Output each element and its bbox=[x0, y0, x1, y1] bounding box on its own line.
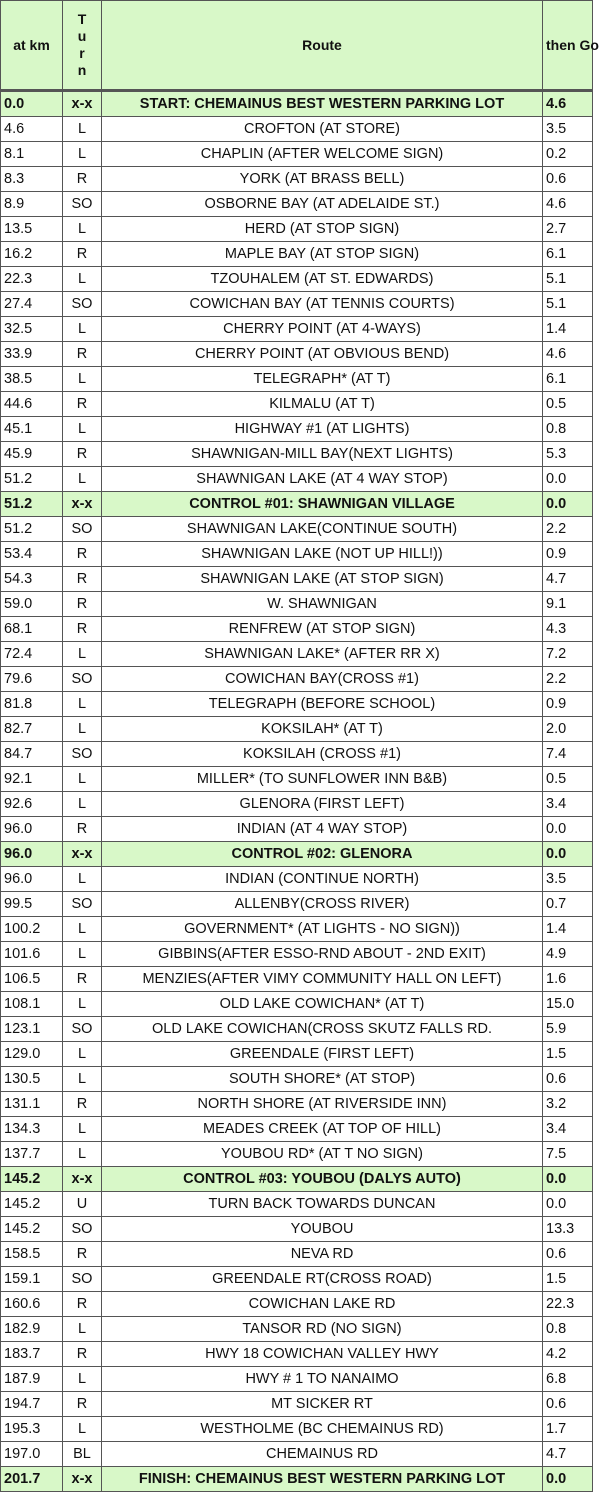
cue-row bbox=[1, 567, 593, 592]
cue-row bbox=[1, 617, 593, 642]
cue-route: YORK (AT BRASS BELL) bbox=[102, 167, 543, 192]
header-row bbox=[1, 1, 593, 91]
cue-then-go: 1.6 bbox=[543, 967, 593, 992]
cue-km: 106.5 bbox=[1, 967, 63, 992]
cue-turn: R bbox=[63, 967, 102, 992]
control-row bbox=[1, 842, 593, 867]
table-header bbox=[1, 1, 599, 91]
cue-route: SHAWNIGAN LAKE (AT STOP SIGN) bbox=[102, 567, 543, 592]
cue-route: TELEGRAPH (BEFORE SCHOOL) bbox=[102, 692, 543, 717]
cue-row bbox=[1, 667, 593, 692]
cue-turn: R bbox=[63, 442, 102, 467]
cue-turn: L bbox=[63, 917, 102, 942]
cue-route: CHERRY POINT (AT 4-WAYS) bbox=[102, 317, 543, 342]
cue-km: 129.0 bbox=[1, 1042, 63, 1067]
cue-then-go: 1.4 bbox=[543, 917, 593, 942]
cue-turn: x-x bbox=[63, 1167, 102, 1192]
cue-then-go: 4.7 bbox=[543, 1442, 593, 1467]
cue-row bbox=[1, 392, 593, 417]
cue-km: 38.5 bbox=[1, 367, 63, 392]
route-body bbox=[1, 91, 593, 1492]
cue-route: INDIAN (AT 4 WAY STOP) bbox=[102, 817, 543, 842]
cue-km: 160.6 bbox=[1, 1292, 63, 1317]
cue-turn: R bbox=[63, 617, 102, 642]
header-at-km: at km bbox=[1, 1, 63, 91]
cue-route: GLENORA (FIRST LEFT) bbox=[102, 792, 543, 817]
cue-turn: R bbox=[63, 342, 102, 367]
cue-route: MENZIES(AFTER VIMY COMMUNITY HALL ON LEFT) bbox=[102, 967, 543, 992]
cue-then-go: 2.2 bbox=[543, 667, 593, 692]
cue-km: 8.1 bbox=[1, 142, 63, 167]
cue-then-go: 0.0 bbox=[543, 1192, 593, 1217]
cue-km: 145.2 bbox=[1, 1167, 63, 1192]
cue-km: 8.9 bbox=[1, 192, 63, 217]
cue-row bbox=[1, 817, 593, 842]
cue-km: 131.1 bbox=[1, 1092, 63, 1117]
cue-turn: L bbox=[63, 1317, 102, 1342]
cue-turn: L bbox=[63, 717, 102, 742]
cue-km: 81.8 bbox=[1, 692, 63, 717]
cue-km: 145.2 bbox=[1, 1192, 63, 1217]
cue-route: GOVERNMENT* (AT LIGHTS - NO SIGN)) bbox=[102, 917, 543, 942]
cue-route: OSBORNE BAY (AT ADELAIDE ST.) bbox=[102, 192, 543, 217]
cue-row bbox=[1, 1042, 593, 1067]
cue-route: SHAWNIGAN LAKE (AT 4 WAY STOP) bbox=[102, 467, 543, 492]
cue-route: KOKSILAH (CROSS #1) bbox=[102, 742, 543, 767]
cue-route: COWICHAN BAY(CROSS #1) bbox=[102, 667, 543, 692]
cue-turn: R bbox=[63, 592, 102, 617]
cue-row bbox=[1, 892, 593, 917]
cue-then-go: 3.4 bbox=[543, 792, 593, 817]
cue-then-go: 0.0 bbox=[543, 492, 593, 517]
header-turn-letter: r bbox=[79, 45, 85, 61]
cue-km: 51.2 bbox=[1, 492, 63, 517]
cue-km: 108.1 bbox=[1, 992, 63, 1017]
cue-then-go: 5.1 bbox=[543, 292, 593, 317]
cue-turn: L bbox=[63, 692, 102, 717]
cue-km: 96.0 bbox=[1, 817, 63, 842]
cue-turn: R bbox=[63, 1242, 102, 1267]
cue-then-go: 22.3 bbox=[543, 1292, 593, 1317]
cue-row bbox=[1, 1217, 593, 1242]
cue-route: CONTROL #03: YOUBOU (DALYS AUTO) bbox=[102, 1167, 543, 1192]
cue-route: W. SHAWNIGAN bbox=[102, 592, 543, 617]
cue-then-go: 6.1 bbox=[543, 242, 593, 267]
cue-turn: L bbox=[63, 867, 102, 892]
cue-row bbox=[1, 642, 593, 667]
cue-then-go: 4.6 bbox=[543, 192, 593, 217]
cue-route: HERD (AT STOP SIGN) bbox=[102, 217, 543, 242]
cue-route: KOKSILAH* (AT T) bbox=[102, 717, 543, 742]
cue-row bbox=[1, 1342, 593, 1367]
cue-turn: L bbox=[63, 1417, 102, 1442]
cue-row bbox=[1, 792, 593, 817]
cue-km: 0.0 bbox=[1, 91, 63, 117]
cue-route: HWY # 1 TO NANAIMO bbox=[102, 1367, 543, 1392]
cue-row bbox=[1, 1067, 593, 1092]
cue-km: 183.7 bbox=[1, 1342, 63, 1367]
cue-then-go: 6.8 bbox=[543, 1367, 593, 1392]
cue-turn: x-x bbox=[63, 91, 102, 117]
cue-then-go: 1.5 bbox=[543, 1042, 593, 1067]
cue-row bbox=[1, 1242, 593, 1267]
cue-km: 96.0 bbox=[1, 842, 63, 867]
cue-then-go: 0.0 bbox=[543, 1467, 593, 1492]
cue-then-go: 0.9 bbox=[543, 542, 593, 567]
cue-route: TZOUHALEM (AT ST. EDWARDS) bbox=[102, 267, 543, 292]
cue-turn: SO bbox=[63, 192, 102, 217]
cue-row bbox=[1, 767, 593, 792]
cue-then-go: 0.0 bbox=[543, 1167, 593, 1192]
cue-turn: BL bbox=[63, 1442, 102, 1467]
cue-route: START: CHEMAINUS BEST WESTERN PARKING LOT bbox=[102, 91, 543, 117]
cue-route: CHERRY POINT (AT OBVIOUS BEND) bbox=[102, 342, 543, 367]
cue-turn: L bbox=[63, 367, 102, 392]
cue-then-go: 0.0 bbox=[543, 467, 593, 492]
cue-km: 194.7 bbox=[1, 1392, 63, 1417]
cue-turn: L bbox=[63, 217, 102, 242]
control-row bbox=[1, 91, 593, 117]
cue-km: 51.2 bbox=[1, 467, 63, 492]
cue-route: CROFTON (AT STORE) bbox=[102, 117, 543, 142]
cue-km: 195.3 bbox=[1, 1417, 63, 1442]
cue-route: INDIAN (CONTINUE NORTH) bbox=[102, 867, 543, 892]
cue-route: CONTROL #01: SHAWNIGAN VILLAGE bbox=[102, 492, 543, 517]
cue-km: 182.9 bbox=[1, 1317, 63, 1342]
cue-km: 44.6 bbox=[1, 392, 63, 417]
cue-row bbox=[1, 317, 593, 342]
cue-then-go: 0.6 bbox=[543, 1392, 593, 1417]
cue-then-go: 0.0 bbox=[543, 842, 593, 867]
cue-row bbox=[1, 1142, 593, 1167]
cue-row bbox=[1, 242, 593, 267]
cue-row bbox=[1, 1117, 593, 1142]
cue-row bbox=[1, 1367, 593, 1392]
cue-then-go: 2.0 bbox=[543, 717, 593, 742]
cue-then-go: 6.1 bbox=[543, 367, 593, 392]
cue-km: 96.0 bbox=[1, 867, 63, 892]
cue-route: WESTHOLME (BC CHEMAINUS RD) bbox=[102, 1417, 543, 1442]
cue-km: 92.6 bbox=[1, 792, 63, 817]
cue-turn: R bbox=[63, 242, 102, 267]
cue-km: 92.1 bbox=[1, 767, 63, 792]
cue-route: COWICHAN BAY (AT TENNIS COURTS) bbox=[102, 292, 543, 317]
header-route: Route bbox=[102, 1, 543, 91]
cue-row bbox=[1, 692, 593, 717]
cue-then-go: 4.6 bbox=[543, 342, 593, 367]
header-turn-letter: T bbox=[77, 11, 87, 27]
cue-row bbox=[1, 542, 593, 567]
cue-turn: L bbox=[63, 417, 102, 442]
cue-then-go: 7.5 bbox=[543, 1142, 593, 1167]
cue-then-go: 1.5 bbox=[543, 1267, 593, 1292]
cue-row bbox=[1, 742, 593, 767]
cue-row bbox=[1, 467, 593, 492]
header-turn-letter: u bbox=[77, 28, 87, 44]
cue-turn: R bbox=[63, 392, 102, 417]
cue-km: 72.4 bbox=[1, 642, 63, 667]
cue-then-go: 0.6 bbox=[543, 1242, 593, 1267]
cue-row bbox=[1, 1317, 593, 1342]
cue-route: SHAWNIGAN-MILL BAY(NEXT LIGHTS) bbox=[102, 442, 543, 467]
cue-turn: L bbox=[63, 1142, 102, 1167]
cue-turn: L bbox=[63, 142, 102, 167]
cue-km: 134.3 bbox=[1, 1117, 63, 1142]
cue-row bbox=[1, 917, 593, 942]
cue-then-go: 1.4 bbox=[543, 317, 593, 342]
cue-route: GREENDALE (FIRST LEFT) bbox=[102, 1042, 543, 1067]
cue-route: GIBBINS(AFTER ESSO-RND ABOUT - 2ND EXIT) bbox=[102, 942, 543, 967]
cue-row bbox=[1, 967, 593, 992]
cue-route: TELEGRAPH* (AT T) bbox=[102, 367, 543, 392]
cue-turn: L bbox=[63, 767, 102, 792]
control-row bbox=[1, 1467, 593, 1492]
cue-turn: SO bbox=[63, 292, 102, 317]
cue-turn: SO bbox=[63, 1217, 102, 1242]
cue-row bbox=[1, 717, 593, 742]
cue-turn: R bbox=[63, 1342, 102, 1367]
cue-then-go: 5.9 bbox=[543, 1017, 593, 1042]
cue-km: 32.5 bbox=[1, 317, 63, 342]
cue-row bbox=[1, 992, 593, 1017]
cue-km: 130.5 bbox=[1, 1067, 63, 1092]
cue-km: 59.0 bbox=[1, 592, 63, 617]
cue-km: 27.4 bbox=[1, 292, 63, 317]
cue-then-go: 15.0 bbox=[543, 992, 593, 1017]
cue-turn: R bbox=[63, 1292, 102, 1317]
cue-km: 137.7 bbox=[1, 1142, 63, 1167]
cue-then-go: 7.2 bbox=[543, 642, 593, 667]
cue-route: YOUBOU RD* (AT T NO SIGN) bbox=[102, 1142, 543, 1167]
cue-km: 84.7 bbox=[1, 742, 63, 767]
cue-km: 100.2 bbox=[1, 917, 63, 942]
cue-then-go: 5.1 bbox=[543, 267, 593, 292]
header-then-go: then Go bbox=[543, 1, 593, 91]
cue-then-go: 4.7 bbox=[543, 567, 593, 592]
cue-route: SOUTH SHORE* (AT STOP) bbox=[102, 1067, 543, 1092]
cue-route: SHAWNIGAN LAKE (NOT UP HILL!)) bbox=[102, 542, 543, 567]
cue-then-go: 0.0 bbox=[543, 817, 593, 842]
cue-route: SHAWNIGAN LAKE* (AFTER RR X) bbox=[102, 642, 543, 667]
cue-km: 187.9 bbox=[1, 1367, 63, 1392]
cue-turn: R bbox=[63, 167, 102, 192]
cue-turn: SO bbox=[63, 667, 102, 692]
cue-turn: L bbox=[63, 1117, 102, 1142]
cue-then-go: 9.1 bbox=[543, 592, 593, 617]
cue-route: RENFREW (AT STOP SIGN) bbox=[102, 617, 543, 642]
cue-then-go: 3.2 bbox=[543, 1092, 593, 1117]
cue-row bbox=[1, 117, 593, 142]
cue-turn: SO bbox=[63, 1017, 102, 1042]
cue-then-go: 0.7 bbox=[543, 892, 593, 917]
cue-route: CONTROL #02: GLENORA bbox=[102, 842, 543, 867]
cue-km: 145.2 bbox=[1, 1217, 63, 1242]
cue-then-go: 4.9 bbox=[543, 942, 593, 967]
cue-route: OLD LAKE COWICHAN(CROSS SKUTZ FALLS RD. bbox=[102, 1017, 543, 1042]
cue-km: 45.1 bbox=[1, 417, 63, 442]
cue-then-go: 13.3 bbox=[543, 1217, 593, 1242]
cue-turn: L bbox=[63, 792, 102, 817]
cue-then-go: 5.3 bbox=[543, 442, 593, 467]
cue-route: HIGHWAY #1 (AT LIGHTS) bbox=[102, 417, 543, 442]
cue-turn: L bbox=[63, 992, 102, 1017]
cue-row bbox=[1, 867, 593, 892]
cue-row bbox=[1, 592, 593, 617]
cue-row bbox=[1, 292, 593, 317]
cue-km: 13.5 bbox=[1, 217, 63, 242]
cue-turn: L bbox=[63, 267, 102, 292]
cue-turn: R bbox=[63, 542, 102, 567]
cue-turn: x-x bbox=[63, 842, 102, 867]
header-turn-letter: n bbox=[77, 62, 87, 78]
cue-route: HWY 18 COWICHAN VALLEY HWY bbox=[102, 1342, 543, 1367]
cue-row bbox=[1, 1292, 593, 1317]
cue-row bbox=[1, 1192, 593, 1217]
cue-turn: L bbox=[63, 317, 102, 342]
cue-turn: U bbox=[63, 1192, 102, 1217]
cue-km: 45.9 bbox=[1, 442, 63, 467]
cue-row bbox=[1, 167, 593, 192]
cue-then-go: 0.8 bbox=[543, 1317, 593, 1342]
cue-km: 33.9 bbox=[1, 342, 63, 367]
cue-turn: R bbox=[63, 1092, 102, 1117]
cue-route: COWICHAN LAKE RD bbox=[102, 1292, 543, 1317]
cue-turn: L bbox=[63, 942, 102, 967]
cue-km: 197.0 bbox=[1, 1442, 63, 1467]
cue-then-go: 7.4 bbox=[543, 742, 593, 767]
cue-turn: L bbox=[63, 1067, 102, 1092]
cue-row bbox=[1, 517, 593, 542]
cue-turn: R bbox=[63, 1392, 102, 1417]
cue-then-go: 1.7 bbox=[543, 1417, 593, 1442]
cue-turn: L bbox=[63, 117, 102, 142]
cue-route: FINISH: CHEMAINUS BEST WESTERN PARKING LOT bbox=[102, 1467, 543, 1492]
cue-then-go: 3.5 bbox=[543, 867, 593, 892]
cue-turn: L bbox=[63, 1367, 102, 1392]
cue-row bbox=[1, 342, 593, 367]
cue-turn: SO bbox=[63, 517, 102, 542]
cue-route: MT SICKER RT bbox=[102, 1392, 543, 1417]
cue-route: MILLER* (TO SUNFLOWER INN B&B) bbox=[102, 767, 543, 792]
cue-km: 82.7 bbox=[1, 717, 63, 742]
cue-turn: R bbox=[63, 817, 102, 842]
cue-km: 8.3 bbox=[1, 167, 63, 192]
cue-then-go: 0.9 bbox=[543, 692, 593, 717]
cue-turn: x-x bbox=[63, 492, 102, 517]
cue-km: 4.6 bbox=[1, 117, 63, 142]
control-row bbox=[1, 1167, 593, 1192]
cue-then-go: 0.2 bbox=[543, 142, 593, 167]
cue-turn: x-x bbox=[63, 1467, 102, 1492]
cue-row bbox=[1, 367, 593, 392]
cue-row bbox=[1, 1267, 593, 1292]
cue-km: 68.1 bbox=[1, 617, 63, 642]
cue-km: 99.5 bbox=[1, 892, 63, 917]
cue-then-go: 2.7 bbox=[543, 217, 593, 242]
cue-row bbox=[1, 1392, 593, 1417]
cue-row bbox=[1, 942, 593, 967]
cue-row bbox=[1, 217, 593, 242]
cue-then-go: 0.8 bbox=[543, 417, 593, 442]
cue-row bbox=[1, 267, 593, 292]
cue-km: 51.2 bbox=[1, 517, 63, 542]
cue-turn: R bbox=[63, 567, 102, 592]
cue-row bbox=[1, 1442, 593, 1467]
cue-row bbox=[1, 142, 593, 167]
cue-row bbox=[1, 192, 593, 217]
cue-then-go: 2.2 bbox=[543, 517, 593, 542]
cue-turn: L bbox=[63, 467, 102, 492]
cue-turn: L bbox=[63, 642, 102, 667]
cue-route: TANSOR RD (NO SIGN) bbox=[102, 1317, 543, 1342]
cue-route: KILMALU (AT T) bbox=[102, 392, 543, 417]
cue-route: OLD LAKE COWICHAN* (AT T) bbox=[102, 992, 543, 1017]
cue-row bbox=[1, 1092, 593, 1117]
cue-km: 159.1 bbox=[1, 1267, 63, 1292]
cue-route: MAPLE BAY (AT STOP SIGN) bbox=[102, 242, 543, 267]
cue-row bbox=[1, 1417, 593, 1442]
cue-route: NORTH SHORE (AT RIVERSIDE INN) bbox=[102, 1092, 543, 1117]
cue-then-go: 0.6 bbox=[543, 1067, 593, 1092]
cue-route: SHAWNIGAN LAKE(CONTINUE SOUTH) bbox=[102, 517, 543, 542]
control-row bbox=[1, 492, 593, 517]
header-turn bbox=[63, 1, 102, 91]
cue-row bbox=[1, 417, 593, 442]
cue-route: TURN BACK TOWARDS DUNCAN bbox=[102, 1192, 543, 1217]
cue-then-go: 3.5 bbox=[543, 117, 593, 142]
cue-then-go: 4.6 bbox=[543, 91, 593, 117]
cue-km: 123.1 bbox=[1, 1017, 63, 1042]
cue-km: 16.2 bbox=[1, 242, 63, 267]
cue-then-go: 4.2 bbox=[543, 1342, 593, 1367]
cue-km: 54.3 bbox=[1, 567, 63, 592]
cue-turn: SO bbox=[63, 742, 102, 767]
cue-then-go: 3.4 bbox=[543, 1117, 593, 1142]
cue-then-go: 0.5 bbox=[543, 392, 593, 417]
cue-route: NEVA RD bbox=[102, 1242, 543, 1267]
cue-then-go: 0.6 bbox=[543, 167, 593, 192]
cue-route: CHAPLIN (AFTER WELCOME SIGN) bbox=[102, 142, 543, 167]
cue-turn: L bbox=[63, 1042, 102, 1067]
cue-route: CHEMAINUS RD bbox=[102, 1442, 543, 1467]
cue-km: 79.6 bbox=[1, 667, 63, 692]
cue-km: 101.6 bbox=[1, 942, 63, 967]
cue-km: 201.7 bbox=[1, 1467, 63, 1492]
cue-km: 158.5 bbox=[1, 1242, 63, 1267]
cue-km: 53.4 bbox=[1, 542, 63, 567]
cue-row bbox=[1, 442, 593, 467]
cue-row bbox=[1, 1017, 593, 1042]
cue-km: 22.3 bbox=[1, 267, 63, 292]
cue-route: YOUBOU bbox=[102, 1217, 543, 1242]
cue-turn: SO bbox=[63, 1267, 102, 1292]
cue-then-go: 4.3 bbox=[543, 617, 593, 642]
cue-route: MEADES CREEK (AT TOP OF HILL) bbox=[102, 1117, 543, 1142]
cue-then-go: 0.5 bbox=[543, 767, 593, 792]
cue-route: ALLENBY(CROSS RIVER) bbox=[102, 892, 543, 917]
cue-turn: SO bbox=[63, 892, 102, 917]
cue-route: GREENDALE RT(CROSS ROAD) bbox=[102, 1267, 543, 1292]
